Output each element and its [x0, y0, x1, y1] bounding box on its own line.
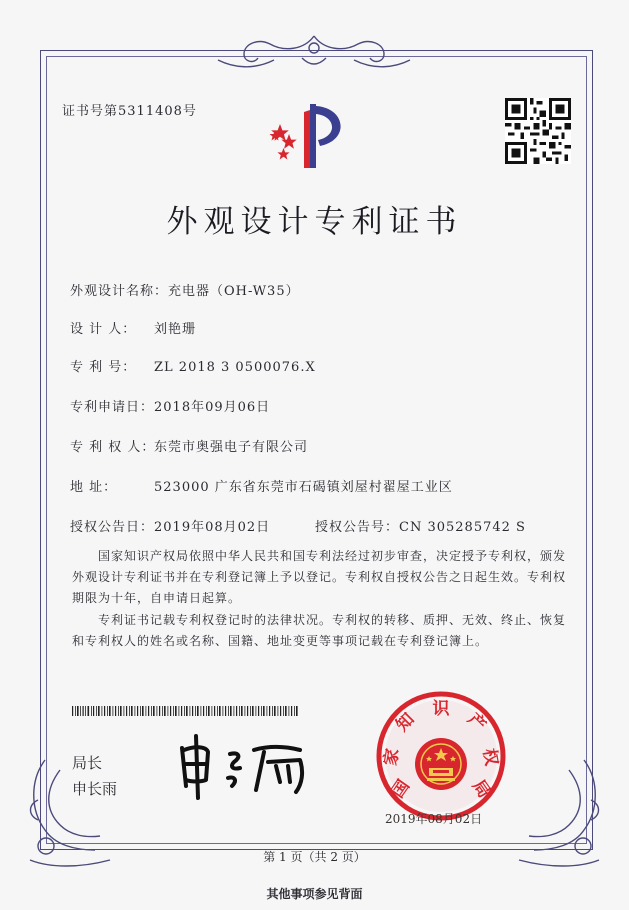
patent-number-row	[70, 356, 316, 375]
patentee-label: 专 利 权 人：	[70, 440, 156, 455]
footer-note: 其他事项参见背面	[266, 887, 363, 901]
grant-date-row	[70, 516, 270, 535]
svg-text:权: 权	[478, 747, 502, 768]
filing-date-label: 专利申请日：	[70, 400, 155, 415]
handwritten-signature-icon	[172, 728, 322, 803]
statement-paragraph: 国家知识产权局依照中华人民共和国专利法经过初步审查，决定授予专利权，颁发外观设计专利证书并在专利登记簿上予以登记。专利权自授权公告之日起生效。专利权期限为十年，自申请日起算。	[72, 549, 567, 605]
official-seal-icon	[375, 690, 507, 822]
svg-text:局: 局	[468, 776, 495, 802]
address-row	[70, 476, 453, 495]
grant-number-value: CN 305285742 S	[399, 520, 526, 535]
designer-label: 设 计 人：	[70, 322, 137, 337]
patent-number-value: ZL 2018 3 0500076.X	[154, 360, 316, 375]
grant-date-label: 授权公告日：	[70, 520, 155, 535]
grant-date-value: 2019年08月02日	[154, 520, 271, 535]
filing-date-value: 2018年09月06日	[154, 400, 271, 415]
design-name-row	[70, 280, 300, 299]
seal-date: 2019年08月02日	[385, 812, 483, 826]
designer-row	[70, 318, 196, 337]
design-name-label: 外观设计名称：	[70, 284, 169, 299]
address-value: 523000 广东省东莞市石碣镇刘屋村翟屋工业区	[154, 480, 453, 495]
qr-code-icon[interactable]	[505, 98, 571, 164]
legal-status-paragraph: 专利证书记载专利权登记时的法律状况。专利权的转移、质押、无效、终止、恢复和专利权人的姓名或名称、国籍、地址变更等事项记载在专利登记簿上。	[72, 613, 567, 648]
patentee-value: 东莞市奥强电子有限公司	[154, 440, 309, 455]
svg-text:知: 知	[392, 709, 419, 736]
top-ornament-icon	[214, 30, 414, 76]
patentee-row	[70, 436, 308, 455]
grant-number-row	[315, 516, 526, 535]
page-number: 第 1 页（共 2 页）	[263, 850, 366, 864]
certificate-number: 证书号第5311408号	[62, 104, 197, 119]
grant-number-label: 授权公告号：	[315, 520, 400, 535]
svg-text:产: 产	[463, 709, 490, 736]
signatory-title: 局长	[72, 754, 103, 772]
designer-value: 刘艳珊	[154, 322, 197, 337]
barcode-icon	[72, 706, 298, 716]
svg-text:国: 国	[387, 776, 414, 802]
certificate-title: 外观设计专利证书	[166, 204, 463, 240]
signatory-name: 申长雨	[72, 780, 118, 798]
patent-number-label: 专 利 号：	[70, 360, 137, 375]
cnipa-logo-icon	[268, 96, 358, 176]
svg-text:识: 识	[432, 699, 450, 719]
address-label: 地 址：	[70, 480, 118, 495]
filing-date-row	[70, 396, 270, 415]
design-name-value: 充电器（OH-W35）	[168, 284, 300, 299]
svg-text:家: 家	[380, 747, 404, 768]
